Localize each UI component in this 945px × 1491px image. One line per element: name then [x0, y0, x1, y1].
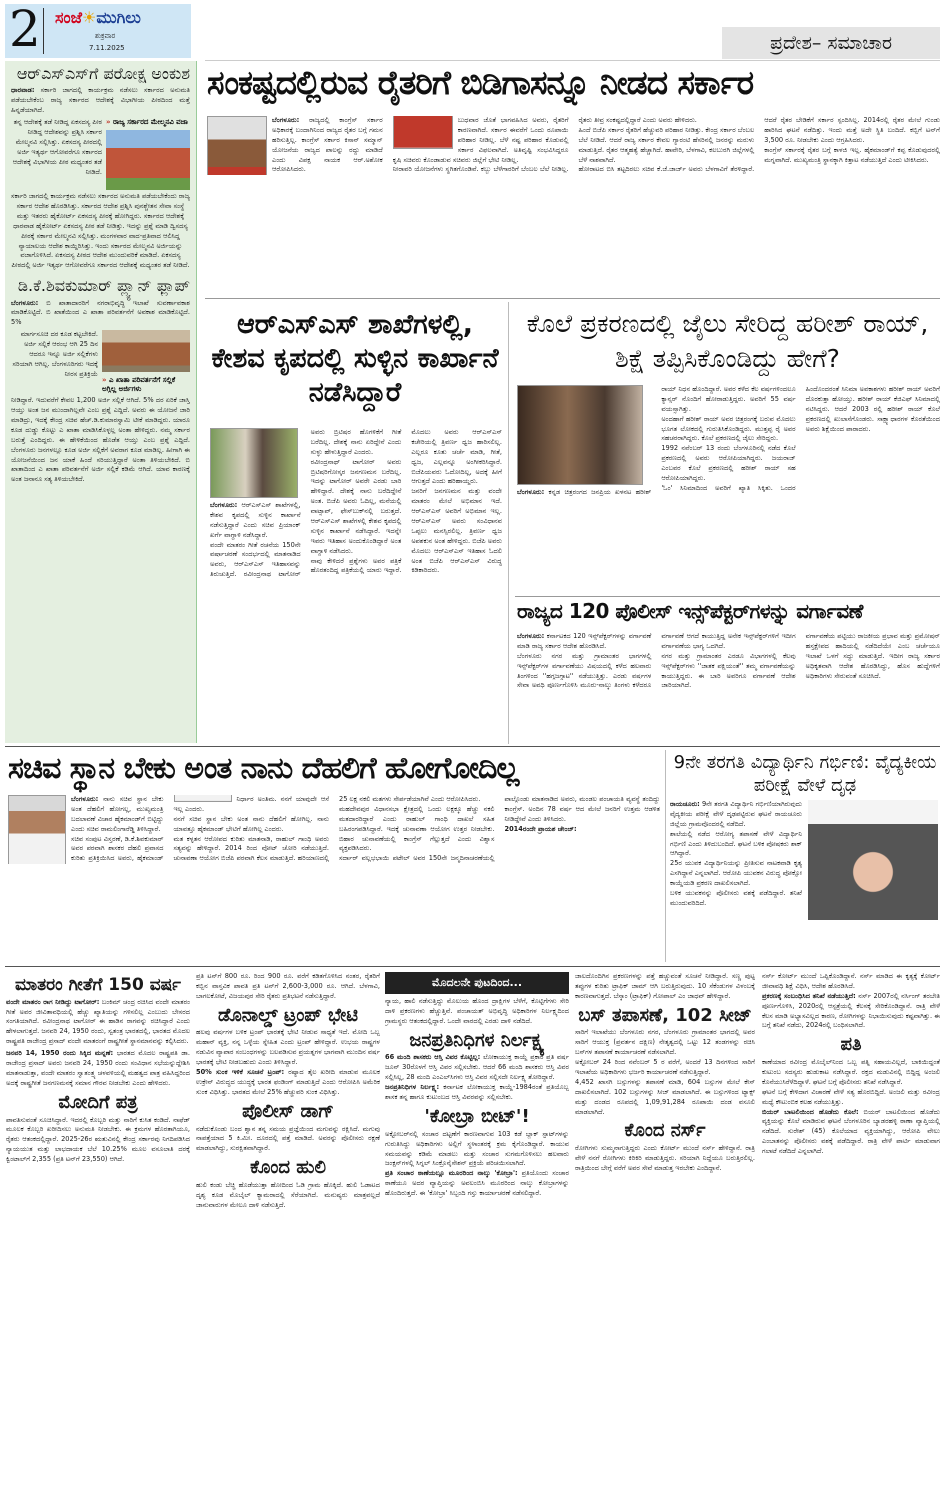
- dateline: ಬೆಂಗಳೂರು:: [517, 488, 545, 496]
- sidebar-story-dks: [5, 275, 196, 563]
- story-text: ರೋಗಿಗಳು ಸುಮ್ಮನಾಗುತ್ತಿದ್ದರು ಎಂದು ಕೋರ್ಟ್ ಮುಂದೆ ನರ್ಸ್ ಹೇಳಿದ್ದಾನೆ. ರಾತ್ರಿ ವೇಳೆ ನನಗೆ ರೋಗಿಗಳು ಕಿರಿಕಿರಿ ಮಾಡುತ್ತಿದ್ದರು. ಸರಿಯಾಗಿ ನಿದ್ದೆಯೂ ಬರುತ್ತಿರಲಿಲ್ಲ. ರಾತ್ರಿಯಿಂದ ಬೇಗ್ಗೆ ವರೆಗೆ ಅವರ ಸೇವೆ ಮಾಡುತ್ತ ಇರಬೇಕು ಎಂದಿದ್ದಾನೆ.: [575, 1144, 755, 1173]
- body-text: ರಷ್ಯಾದ ತೈಲ ಖರೀದಿ ಮಾಡುವ ಮೂಲಕ ಉಕ್ರೇನ್ ವಿರುದ್ಧದ ಯುದ್ಧಕ್ಕೆ ಭಾರತ ಫಂಡಿಂಗ್ ಮಾಡುತ್ತಿದೆ ಎಂದು ಆರೋಪಿಸಿ ಅಮೆರಿಕ ಸುಂಕ ವಿಧಿಸಿತ್ತು. ಭಾರತದ ಮೇಲೆ 25% ಹೆಚ್ಚುವರಿ ಸುಂಕ ವಿಧಿಸಿತ್ತು.: [196, 1068, 380, 1096]
- bottom-col-4: [575, 972, 755, 1488]
- speaker-photo: [210, 428, 298, 498]
- story-text: ಸರ್ಕಾರಿ ಜಾಗದಲ್ಲಿ ಕಾರ್ಯಕ್ರಮ ನಡೆಸಲು ಸರ್ಕಾರದ ಅನುಮತಿ ಪಡೆಯಬೇಕೆಂದು ರಾಜ್ಯ ಸರ್ಕಾರ ಆದೇಶ ಹೊರಡಿಸಿತ್ತು. ಸರ್ಕಾರದ ಆದೇಶ ಪ್ರಶ್ನಿಸಿ ಪುನಶ್ಚೇತನ ಸೇವಾ ಸಂಸ್ಥೆ ಮತ್ತು ಇತರರು ಹೈಕೋರ್ಟ್ ಏಕಸದಸ್ಯ ಪೀಠಕ್ಕೆ ಹೋಗಿದ್ದರು. ಸರ್ಕಾರದ ಆದೇಶಕ್ಕೆ ಧಾರವಾಡ ಹೈಕೋರ್ಟ್ ಏಕಸದಸ್ಯ ಪೀಠ ತಡೆ ನೀಡಿತ್ತು. ಇದನ್ನು ಪ್ರಶ್ನೆ ಮಾಡಿ ದ್ವಿಸದಸ್ಯ ಪೀಠಕ್ಕೆ ಸರ್ಕಾರ ಮೇಲ್ಮನವಿ ಸಲ್ಲಿಸಿತ್ತು. ಮಂಗಳವಾರ ವಾದ-ಪ್ರತಿವಾದ ಆಲಿಸಿದ್ದ ನ್ಯಾಯಾಲಯ ಆದೇಶ ಕಾಯ್ದಿರಿಸಿತ್ತು. ಇಂದು ಸರ್ಕಾರದ ಮೇಲ್ಮನವಿ ಅರ್ಜಿಯನ್ನು ವಜಾಗೊಳಿಸಿದೆ. ಏಕಸದಸ್ಯ ಪೀಠದ ಆದೇಶ ಮುಂದುವರಿಕೆ ಮಾಡಿದೆ. ಏಕಸದಸ್ಯ ಪೀಠದಲ್ಲಿ ಅರ್ಜಿ ಇತ್ಯರ್ಥ ಆಗೋವರೆಗೂ ಸರ್ಕಾರದ ಆದೇಶಕ್ಕೆ ಮಧ್ಯಂತರ ತಡೆ ನೀಡಿದೆ.: [11, 192, 190, 270]
- divider: [515, 596, 940, 597]
- lead-headline: ಸಂಕಷ್ಟದಲ್ಲಿರುವ ರೈತರಿಗೆ ಬಿಡಿಗಾಸನ್ನೂ ನೀಡದ ಸರ್ಕಾರ: [207, 63, 754, 102]
- bottom-col-3: [385, 972, 569, 1488]
- headline: ಮೋದಿಗೆ ಪತ್ರ: [58, 1091, 138, 1113]
- body-text: ಬಂಕಿಮ್ ಚಂದ್ರ ರಚಿಸಿದ ವಂದೇ ಮಾತರಂ ಗೀತೆ ಅವರ ಜೀವಿತಾವಧಿಯಲ್ಲಿ ಹೆಚ್ಚು ಖ್ಯಾತಿಯನ್ನು ಗಳಿಸಲಿಲ್ಲ ಎಂಬುದು ಬೇಸರದ ಸಂಗತಿಯಾಗಿದೆ. ರವೀಂದ್ರನಾಥ ಟಾಗೋರ್ ಈ ಹಾಡಿನ ರಾಗವನ್ನು ರಚಿಸಿದ್ದಾರೆ ಎಂದು ಹೇಳಲಾಗುತ್ತದೆ. ಜನವರಿ 24, 1950 ರಂದು, ಸ್ವತಂತ್ರ ಭಾರತದಲ್ಲಿ, ಭಾರತದ ಮೊದಲ ರಾಷ್ಟ್ರಪತಿ ರಾಜೇಂದ್ರ ಪ್ರಸಾದ್ ವಂದೇ ಮಾತರಂಗೆ ರಾಷ್ಟ್ರಗೀತೆ ಸ್ಥಾನಮಾನವನ್ನು ಕಲ್ಪಿಸಿದರು.: [6, 997, 190, 1046]
- student-headline: 9ನೇ ತರಗತಿ ವಿದ್ಯಾರ್ಥಿನಿ ಗರ್ಭಿಣಿ: ವೈದ್ಯಕೀಯ ಪರೀಕ್ಷೆ ವೇಳೆ ದೃಢ: [673, 752, 937, 796]
- sublabel: ಬಿಯರ್ ಬಾಟಲಿಯಿಂದ ಹೊಡೆದು ಕೊಲೆ:: [762, 1107, 859, 1116]
- story-text: [6, 1049, 190, 1089]
- body-text: 9ನೇ ತರಗತಿ ವಿದ್ಯಾರ್ಥಿನಿ ಗರ್ಭಿಣಿಯಾಗಿರುವುದು ವೈದ್ಯಕೀಯ ಪರೀಕ್ಷೆ ವೇಳೆ ದೃಢಪಟ್ಟಿರುವ ಘಟನೆ ರಾಯಚೂರು ಜಿಲ್ಲೆಯ ಗ್ರಾಮವೊಂದರಲ್ಲಿ ನಡೆದಿದೆ. ಶಾಲೆಯಲ್ಲಿ ನಡೆದ ಆರೋಗ್ಯ ತಪಾಸಣೆ ವೇಳೆ ವಿದ್ಯಾರ್ಥಿನಿ ಗರ್ಭಿಣಿ ಎಂದು ತಿಳಿದುಬಂದಿದೆ. ಘಟನೆ ಬಳಿಕ ಪೋಷಕರು ಶಾಕ್ ಆಗಿದ್ದಾರೆ. 25ರ ಯುವಕ ವಿದ್ಯಾರ್ಥಿನಿಯನ್ನು ಪ್ರೀತಿಸುವ ನಾಟಕವಾಡಿ ಕೃತ್ಯ ಎಸಗಿದ್ದಾನೆ ಎನ್ನಲಾಗಿದೆ. ಆರೋಪಿ ಯುವಕನ ವಿರುದ್ಧ ಪೋಕ್ಸೋ ಕಾಯ್ದೆಯಡಿ ಪ್ರಕರಣ ದಾಖಲಿಸಲಾಗಿದೆ. ಬಳಿಕ ಯುವಕನನ್ನು ಪೊಲೀಸರು ವಶಕ್ಕೆ ಪಡೆದಿದ್ದಾರೆ. ತನಿಖೆ ಮುಂದುವರಿದಿದೆ.: [670, 800, 802, 907]
- story-text: ಹಲವು ವರ್ಷಗಳ ಬಳಿಕ ಟ್ರಂಪ್ ಭಾರತಕ್ಕೆ ಭೇಟಿ ನೀಡುವ ಸಾಧ್ಯತೆ ಇದೆ. ಮೋದಿ ಒಬ್ಬ ಮಹಾನ್ ವ್ಯಕ್ತಿ, ನನ್ನ ಒಳ್ಳೆಯ ಸ್ನೇಹಿತ ಎಂದು ಟ್ರಂಪ್ ಹೇಳಿದ್ದಾರೆ. ಉಭಯ ರಾಷ್ಟ್ರಗಳ ನಡುವಿನ ವ್ಯಾಪಾರ ಸಂಬಂಧಗಳನ್ನು ಬಲಪಡಿಸುವ ಪ್ರಯತ್ನಗಳ ಭಾಗವಾಗಿ ಮುಂದಿನ ವರ್ಷ ಭಾರತಕ್ಕೆ ಭೇಟಿ ನೀಡಬಹುದು ಎಂದು ತಿಳಿಸಿದ್ದಾರೆ.: [196, 1028, 380, 1067]
- sublabel: ಜನಪ್ರತಿನಿಧಿಗಳ ನಿರ್ಲಕ್ಷ್ಯ:: [385, 1083, 440, 1092]
- student-story-body: [670, 800, 802, 962]
- story-text: [196, 1068, 380, 1098]
- dateline: ಬೆಂಗಳೂರು:: [210, 501, 238, 509]
- minister-story-body: [8, 795, 660, 961]
- continued-banner: ಮೊದಲನೇ ಪುಟದಿಂದ...: [385, 972, 569, 994]
- sublabel: 50% ಸುಂಕ ಇಳಿಕೆ ಸೂಚನೆ ಟ್ರಂಪ್:: [196, 1068, 285, 1077]
- sidebar-story-rss: [5, 61, 196, 275]
- issue-date: 7.11.2025: [89, 44, 125, 52]
- story-photo-row: [11, 330, 190, 394]
- headline: ಕೊಂದ ಹುಲಿ: [250, 1157, 326, 1179]
- story-text: ಸಾರಿಗೆ ಇಲಾಖೆಯು ಬೆಂಗಳೂರು ನಗರ, ಬೆಂಗಳೂರು ಗ್ರಾಮಾಂತರ ಭಾಗದಲ್ಲಿ ಅವರ ಸಾರಿಗೆ ಆಯುಕ್ತ (ಪ್ರವರ್ತನ ದಕ್ಷಿಣ) ನೇತೃತ್ವದಲ್ಲಿ ಒಟ್ಟು 12 ತಂಡಗಳನ್ನು ರಚಿಸಿ ಬಸ್‌ಗಳ ತಪಾಸಣೆ ಕಾರ್ಯಾಚರಣೆ ನಡೆಸಲಾಗಿದೆ. ಅಕ್ಟೋಬರ್ 24 ರಿಂದ ನವೆಂಬರ್ 5 ರ ವರೆಗೆ, ಅಂದರೆ 13 ದಿನಗಳಿಂದ ಸಾರಿಗೆ ಇಲಾಖೆಯ ಅಧಿಕಾರಿಗಳು ಭರ್ಜರಿ ಕಾರ್ಯಾಚರಣೆ ನಡೆಸುತ್ತಿದ್ದಾರೆ. 4,452 ಖಾಸಗಿ ಬಸ್ಸುಗಳನ್ನು ತಪಾಸಣೆ ಮಾಡಿ, 604 ಬಸ್ಸುಗಳ ಮೇಲೆ ಕೇಸ್ ದಾಖಲಿಸಲಾಗಿದೆ. 102 ಬಸ್ಸುಗಳನ್ನು ಸೀಜ್ ಮಾಡಲಾಗಿದೆ. ಈ ಬಸ್ಸುಗಳಿಂದ ಟ್ಯಾಕ್ಸ್ ಮತ್ತು ದಂಡದ ರೂಪದಲ್ಲಿ 1,09,91,284 ರೂಪಾಯಿ ದಂಡ ವಸೂಲಿ ಮಾಡಲಾಗಿದೆ.: [575, 1028, 755, 1116]
- story-text: [6, 998, 190, 1047]
- story-photo-row: [11, 118, 190, 190]
- rss-headline: ಆರ್‌ಎಸ್‌ಎಸ್ ಶಾಖೆಗಳಲ್ಲಿ, ಕೇಶವ ಕೃಪದಲ್ಲಿ ಸುಳ್ಳಿನ ಕಾರ್ಖಾನೆ ನಡೆಸಿದ್ದಾರೆ: [211, 309, 499, 408]
- harish-headline: ಕೊಲೆ ಪ್ರಕರಣದಲ್ಲಿ ಜೈಲು ಸೇರಿದ್ದ ಹರೀಶ್ ರಾಯ್, ಶಿಕ್ಷೆ ತಪ್ಪಿಸಿಕೊಂಡಿದ್ದು ಹೇಗೆ?: [526, 309, 929, 373]
- sidebar: [5, 61, 197, 743]
- paper-logo: [55, 8, 141, 28]
- police-headline: ರಾಜ್ಯದ 120 ಪೊಲೀಸ್ ಇನ್ಸ್‌ಪೆಕ್ಟರ್‌ಗಳನ್ನು ವರ್ಗಾವಣೆ: [517, 599, 863, 623]
- story-text: ಕಾಣೆಯಾದ ರವೀಂದ್ರ ಮೊಬೈಲ್‌ನಿಂದ ಒಬ್ಬ ಪತ್ನಿ ಸಹಾಯವಿಲ್ಲದೆ, ಬಾಕಿಯಿದ್ದಂತೆ ಕುಟುಂಬ ಸದಸ್ಯರು ಹುಡುಕಾಟ ನಡೆಸಿದ್ದಾರೆ. ರಕ್ತದ ಮಡುವಿನಲ್ಲಿ ಬಿದ್ದಿದ್ದ ಅಂಜಲಿ ಕೊನೆಯುಸಿರೆಳೆದಿದ್ದಾಳೆ. ಘಟನೆ ಬಗ್ಗೆ ಪೊಲೀಸರು ತನಿಖೆ ನಡೆಸಿದ್ದಾರೆ. ಘಟನೆ ಬಗ್ಗೆ ಕೇಳಿದಾಗ ವಿಚಾರಣೆ ವೇಳೆ ಸತ್ಯ ಹೊರಬಿದ್ದಿದೆ. ಅಂಜಲಿ ಮತ್ತು ರವೀಂದ್ರ ಮಧ್ಯೆ ಕೌಟುಂಬಿಕ ಕಲಹ ನಡೆಯುತ್ತಿತ್ತು.: [762, 1058, 940, 1106]
- dateline: ಧಾರವಾಡ:: [11, 86, 35, 95]
- headline: ಡಿ.ಕೆ.ಶಿವಕುಮಾರ್ ಪ್ಲ್ಯಾನ್ ಫ್ಲಾಪ್: [17, 276, 190, 296]
- story-text: ನ್ಯಾಯ, ಹಾಲಿ ನಡೆಸುತ್ತಿದ್ದು ಮೊಲುಯ ಹೊಂದ ದ್ರಾಕ್ಷಿಗಳ ಬೆಳೆಗೆ, ಕೊಟ್ಟಿಗೆಗಳು ಸೇರಿ ದಾಳಿ ಪ್ರಕರಣಗಳು ಹೆಚ್ಚುತ್ತಿವೆ. ಪಂಚಾಯತ್ ಅಭಿವೃದ್ಧಿ ಅಧಿಕಾರಿಗಳ ನಿರ್ಲಕ್ಷ್ಯದಿಂದ ಗ್ರಾಮಸ್ಥರು ಆತಂಕದಲ್ಲಿದ್ದಾರೆ. ಒಂದೇ ವಾರದಲ್ಲಿ ಎರಡು ದಾಳಿ ನಡೆದಿದೆ.: [385, 997, 569, 1025]
- photo-box: [106, 118, 190, 190]
- story-text: ಹುಲಿ ಕಂಡು ಬೆಚ್ಚಿ ಹೊಡೆಯುತ್ತಾ ಹೋದಿಂದ ಓಡಿ ಗ್ರಾಮ ಹೊಕ್ಕಿದೆ. ಹುಲಿ ಓಡಾಟದ ದೃಶ್ಯ ಕೂಡ ಮೊಬೈಲ್ ಕ್ಯಾಮರಾದಲ್ಲಿ ಸೆರೆಯಾಗಿದೆ. ಮನುಷ್ಯರು ಮಾತ್ರವಲ್ಲದೆ ಜಾನುವಾರುಗಳ ಮೇಲೂ ದಾಳಿ ನಡೆಸುತ್ತಿದೆ.: [196, 1180, 380, 1209]
- dateline: ರಾಯಚೂರು:: [670, 800, 700, 808]
- body-text: ಆರ್‌ಎಸ್‌ಎಸ್ ಶಾಖೆಗಳಲ್ಲಿ, ಕೇಶವ ಕೃಪದಲ್ಲಿ ಸುಳ್ಳಿನ ಕಾರ್ಖಾನೆ ನಡೆಸುತ್ತಿದ್ದಾರೆ ಎಂದು ಸಚಿವ ಪ್ರಿಯಾಂಕ್ ಖರ್ಗೆ ವಾಗ್ದಾಳಿ ನಡೆಸಿದ್ದಾರೆ. ವಂದೇ ಮಾತರಂ ಗೀತೆ ರಚನೆಯ 150ನೇ ವರ್ಷಾಚರಣೆ ಸಂದರ್ಭದಲ್ಲಿ ಮಾತನಾಡಿದ ಅವರು, ಆರ್‌ಎಸ್‌ಎಸ್ ಇತಿಹಾಸವನ್ನು ತಿರುಚುತ್ತಿದೆ. ರವೀಂದ್ರನಾಥ ಟಾಗೋರ್ ಅವರು ಬ್ರಿಟಿಷರ ಹೊಗಳಿಕೆಗೆ ಗೀತೆ ಬರೆದಿಲ್ಲ. ದೇಶಕ್ಕೆ ನಾನು ಏರಿದ್ದೇನೆ ಎಂದು ಸುಳ್ಳು ಹೇಳುತ್ತಿದ್ದಾರೆ ಎಂದರು. ರವೀಂದ್ರನಾಥ್ ಟಾಗೋರ್ ಅವರು ಬ್ರಿಟಿಷರಿಗೋಸ್ಕರ ಜನಗಣಮನ ಬರೆದಿಲ್ಲ. ಇದನ್ನು ಟಾಗೋರ್ ಅವರೇ ಎರಡು ಬಾರಿ ಹೇಳಿದ್ದಾರೆ. ದೇಶಕ್ಕೆ ನಾನು ಬರೆದಿದ್ದೇನೆ ಅಂತ. ಬಿಜೆಪಿ ಅವರು ಓದಿಲ್ಲ, ಮನೆಯಲ್ಲಿ ವಾಟ್ಸಾಪ್, ಫೇಸ್‌ಬುಕ್‌ನಲ್ಲಿ ಬರುತ್ತದೆ. ಆರ್‌ಎಸ್‌ಎಸ್ ಶಾಖೆಗಳಲ್ಲಿ ಕೇಶವ ಕೃಪದಲ್ಲಿ ಸುಳ್ಳಿನ ಕಾರ್ಖಾನೆ ನಡೆಸಿದ್ದಾರೆ. ಇದನ್ನೇ ಇವರು ಇತಿಹಾಸ ಅಂದುಕೊಂಡಿದ್ದಾರೆ ಅಂತ ವಾಗ್ದಾಳಿ ನಡೆಸಿದರು. ನಾವು ಕೇಳಿದರೆ ಪ್ರಶ್ನೆಗಳು ಅವರ ಪತ್ರಿಕೆ ಹೊರತಂದಿದ್ದ ಪತ್ರಿಕೆಯಲ್ಲಿ ಯಾರು ಇದ್ದಾರೆ. ಮೊದಲು ಅವರು ಆರ್‌ಎಸ್‌ಎಸ್ ಕಚೇರಿಯಲ್ಲಿ ತ್ರಿವರ್ಣ ಧ್ವಜ ಹಾರಿಸಲಿಲ್ಲ. ಎಲ್ಲರೂ ಕೂತು ಚರ್ಚೆ ಮಾಡಿ, ಗೀತೆ, ಧ್ವಜ, ಎಲ್ಲವನ್ನೂ ಅಂಗೀಕರಿಸಿದ್ದಾರೆ. ಬಿಜೆಪಿಯವರು ಓದೋದಿಲ್ಲ, ಅದಕ್ಕೆ ಹೀಗೆ ಆಗುತ್ತದೆ ಎಂದು ಹರಿಹಾಯ್ದರು. ಜನರಿಗೆ ಜನಗಣಮನ ಮತ್ತು ವಂದೇ ಮಾತರಂ ಮೇಲೆ ಅಭಿಮಾನ ಇದೆ. ಆರ್‌ಎಸ್‌ಎಸ್ ಅವರಿಗೆ ಅಭಿಮಾನ ಇಲ್ಲ. ಆರ್‌ಎಸ್‌ಎಸ್ ಅವರು ಸಂವಿಧಾನವ ಒಪ್ಪಲು ಮನಸ್ಸಿರಲಿಲ್ಲ. ತ್ರಿವರ್ಣ ಧ್ವಜ ಅಪಶಕುನ ಅಂತ ಹೇಳಿದ್ದರು. ಬಿಜೆಪಿ ಅವರು ಮೊದಲು ಆರ್‌ಎಸ್‌ಎಸ್ ಇತಿಹಾಸ ಓದಲಿ ಅಂತ ಬಿಜೆಪಿ ಆರ್‌ಎಸ್‌ಎಸ್ ವಿರುದ್ಧ ಕಿಡಿಕಾರಿದರು.: [210, 428, 502, 579]
- divider: [5, 746, 940, 747]
- divider: [665, 750, 666, 962]
- story-text: ಪ್ರತಿ ಟನ್‌ಗೆ 800 ರೂ. ರಿಂದ 900 ರೂ. ವರೆಗೆ ಕಡಿತಗೊಳಿಸಿದ ನಂತರ, ರೈತರಿಗೆ ಕಬ್ಬಿನ ವಾಸ್ತವಿಕ ಪಾವತಿ ಪ್ರತಿ ಟನ್‌ಗೆ 2,600-3,000 ರೂ. ಆಗಿದೆ. ಬೆಳಗಾವಿ, ಬಾಗಲಕೋಟೆ, ವಿಜಯಪುರ ಸೇರಿ ರೈತರು ಪ್ರತಿಭಟನೆ ನಡೆಸುತ್ತಿದ್ದಾರೆ.: [196, 972, 380, 1000]
- high-court-photo: [106, 130, 190, 190]
- masthead: [5, 0, 191, 58]
- story-lead: [11, 299, 190, 329]
- story-text: ಅಕ್ಟೋಬರ್‌ನಲ್ಲಿ ಸಂಚಾರ ದಟ್ಟಣೆಗೆ ಕಾರಣವಾಗುವ 103 ಕಡೆ ಬ್ಲಾಕ್ ಸ್ಪಾಟ್‌ಗಳನ್ನು ಗುರುತಿಸಿದ್ದು ಅಧಿಕಾರಿಗಳು ಅಲ್ಲಿಗೆ ಸ್ಥಳಾಂತರಕ್ಕೆ ಕ್ರಮ ಕೈಗೊಂಡಿದ್ದಾರೆ. ಕಾಯುವ ಸಮಯವನ್ನು ಕಡಿಮೆ ಮಾಡಲು ಮತ್ತು ಸಂಚಾರ ಸುಗಮಗೊಳಿಸಲು ಹಲವಾರು ಜಂಕ್ಷನ್‌ಗಳಲ್ಲಿ ಸಿಗ್ನಲ್ ಸಿಂಕ್ರೊನೈಸೇಶನ್ ಪ್ರಕ್ರಿಯೆ ಪರಿಚಯಿಸಲಾಗಿದೆ.: [385, 1129, 569, 1168]
- story-text: [385, 1053, 569, 1083]
- headline: ಪೊಲೀಸ್ ಡಾಗ್: [242, 1100, 334, 1122]
- story-text: ನೀಡಿದ್ದಾರೆ. ಇದುವರೆಗೆ ಕೇವಲ 1,200 ಅರ್ಜಿ ಸಲ್ಲಿಕೆ ಆಗಿದೆ. 5% ದರ ಏರಿಕೆ ಜಾಸ್ತಿ ಆಯ್ತು ಅಂತ ಜನ ಮುಂದಾಗಿಲ್ಲವೇ ಎಂಬ ಪ್ರಶ್ನೆ ಎದ್ದಿದೆ. ಅವರು ಈ ಯೋಜನೆ ಜಾರಿ ಮಾಡಿದ್ರು, ಇದಕ್ಕೆ ಕೇಂದ್ರ ಸಚಿವ ಹೆಚ್.ಡಿ.ಕುಮಾರಸ್ವಾಮಿ ಟೀಕೆ ಮಾಡಿದ್ದರು. ಯಾರೂ ಕೂಡ ದುಡ್ಡು ಕೊಟ್ಟು ಎ ಖಾತಾ ಮಾಡಿಸಿಕೊಳ್ಳಲ್ಲ ಅಂತಾ ಹೇಳಿದ್ದರು. ನಮ್ಮ ಸರ್ಕಾರ ಬರುತ್ತೆ ಎಂದಿದ್ದರು. ಈ ಹೇಳಿಕೆಯಿಂದ ಹೊಡೆತ ಆಯ್ತು ಎಂಬ ಪ್ರಶ್ನೆ ಎದ್ದಿದೆ. ಬೆಂಗಳೂರು ಜನಗಳಲ್ಲೂ ಕೂಡ ಅರ್ಜಿ ಸಲ್ಲಿಕೆಗೆ ಅವರಾಗ ಕೂಡ ಮಾಡಿಲ್ಲ. ಹೀಗಾಗಿ ಈ ಯೋಜನೆಯಿಂದ ಜನ ಯಾಕೆ ಹಿಂದೆ ಸರಿಯುತ್ತಿದ್ದಾರೆ ಅಂತಾ ತಿಳಿಯಬೇಕಿದೆ. ಬಿ ಖಾತಾದಿಂದ ಎ ಖಾತಾ ಪರಿವರ್ತನೆಗೆ ಅರ್ಜಿ ಸಲ್ಲಿಕೆ ಕಡಿಮೆ ಆಗಿದೆ. ಯಾವ ಕಾರಣಕ್ಕೆ ಅಂತ ಜನಾನೂ ಸತ್ಯ ತಿಳಿಯಬೇಕಿದೆ.: [11, 396, 190, 484]
- issue-day: ಶುಕ್ರವಾರ: [95, 32, 116, 40]
- body-text: ಕರ್ನಾಟಕ ಲೋಕಾಯುಕ್ತ ಕಾಯ್ದೆ-1984ರಂತೆ ಪ್ರತಿಯೊಬ್ಬ ಶಾಸಕ ತನ್ನ ಹಾಗೂ ಕುಟುಂಬದ ಆಸ್ತಿ ವಿವರವನ್ನು ಸಲ್ಲಿಸಬೇಕು.: [385, 1083, 569, 1102]
- sublabel: ವಂದೇ ಮಾತರಂ ರಾಗ ನೀಡಿದ್ದು ಟಾಗೋರ್:: [6, 997, 100, 1006]
- subhead-label: 2014ರಂದೇ ಪ್ರಾಯಶ ಚೇಂಜ್:: [504, 824, 577, 833]
- houses-photo: [102, 330, 190, 372]
- divider: [205, 298, 940, 299]
- body-text: ಭಾರತದ ಮೊದಲ ರಾಷ್ಟ್ರಪತಿ ಡಾ. ರಾಜೇಂದ್ರ ಪ್ರಸಾದ್ ಅವರು ಜನವರಿ 24, 1950 ರಂದು ಸಂವಿಧಾನ ಸಭೆಯನ್ನುದ್ದೇಶಿಸಿ ಮಾತನಾಡುತ್ತಾ, ವಂದೇ ಮಾತರಂ ಸ್ವಾತಂತ್ರ್ಯ ಚಳವಳಿಯಲ್ಲಿ ಮಹತ್ವದ ಪಾತ್ರ ವಹಿಸಿದ್ದರಿಂದ ಅದಕ್ಕೆ ರಾಷ್ಟ್ರಗೀತೆ ಜನಗಣಮನಕ್ಕೆ ಸಮಾನ ಗೌರವ ನೀಡಬೇಕು ಎಂದು ಹೇಳಿದರು.: [6, 1049, 190, 1087]
- logo-part-2: ಮುಗಿಲು: [96, 8, 141, 27]
- dateline: ಬೆಂಗಳೂರು:: [11, 298, 39, 307]
- story-text: ಜಾಲದೊಂದಿಗಿನ ಪ್ರಕರಣಗಳನ್ನು ಪತ್ತೆ ಹಚ್ಚುವಂತೆ ಸೂಚನೆ ನೀಡಿದ್ದಾರೆ. ಸಣ್ಣ ಪುಟ್ಟ ತಪ್ಪುಗಳ ಕುರಿತು ಟ್ರಾಫಿಕ್ ಜಾಮ್ ಆಗಿ ಬರುತ್ತಿರುವುದು. 10 ಸೆಕೆಂಡುಗಳ ವಿಳಂಬಕ್ಕೆ ಕಾರಣವಾಗುತ್ತದೆ. ಬೆಸ್ಕಾಂ (ಟ್ರಾಫಿಕ್) ಗೋಪಾಲ್ ಎಂ ಜಾಧವ್ ಹೇಳಿದ್ದಾರೆ.: [575, 972, 755, 1000]
- lead-text: ಬಿ ಖಾತಾದಾರರಿಗೆ ನಗರಾಭಿವೃದ್ಧಿ ಇಲಾಖೆ ಸುವರ್ಣಾವಕಾಶ ಮಾಡಿಕೊಟ್ಟಿದೆ. ಬಿ ಖಾತೆಯಿಂದ ಎ ಖಾತಾ ಪರಿವರ್ತನೆಗೆ ಅವಕಾಶ ಮಾಡಿಕೊಟ್ಟಿದೆ. 5%: [11, 298, 190, 327]
- story-text: ಪಾವತಿಸುವಂತೆ ಸೂಚಿಸಿದ್ದಾರೆ. ಇದರಲ್ಲಿ ಕೊಬ್ಬರಿ ಮತ್ತು ನಾರಿಗೆ ಕುಸಿತ ಕಂಡಿದೆ. ನಾಫೆಡ್ ಮೂಲಕ ಕೊಬ್ಬರಿ ಖರೀದಿಸಲು ಅನುಮತಿ ನೀಡಬೇಕು. ಈ ಕ್ರಮಗಳ ಹೊರತಾಗಿಯೂ, ರೈತರು ಆತಂಕದಲ್ಲಿದ್ದಾರೆ. 2025-26ರ ಋತುವಿನಲ್ಲಿ ಕೇಂದ್ರ ಸರ್ಕಾರವು ನಿಗದಿಪಡಿಸಿದ ನ್ಯಾಯಯುತ ಮತ್ತು ಲಾಭದಾಯಕ ಬೆಲೆ 10.25% ಮೂಲ ವಸೂಲಾತಿ ದರಕ್ಕೆ ಕ್ವಿಂಟಾಲ್‌ಗೆ 2,355 (ಪ್ರತಿ ಟನ್‌ಗೆ 23,550) ಆಗಿದೆ.: [6, 1115, 190, 1164]
- story-text: [385, 1083, 569, 1103]
- palm-tree-icon: ☀: [81, 8, 97, 27]
- sublabel: ಜನವರಿ 14, 1950 ರಂದು ಸಿಕ್ಕಿದ ಮನ್ನಣೆ:: [6, 1049, 114, 1058]
- headline: ಜನಪ್ರತಿನಿಧಿಗಳ ನಿರ್ಲಕ್ಷ್ಯ: [409, 1029, 545, 1051]
- headline: ಮಾತರಂ ಗೀತೆಗೆ 150 ವರ್ಷ: [15, 975, 181, 995]
- masthead-divider: [43, 8, 44, 54]
- story-text: [385, 1169, 569, 1199]
- body-text: ನಾನು ಸಚಿವ ಸ್ಥಾನ ಬೇಕು ಅಂತ ದೆಹಲಿಗೆ ಹೋಗಲ್ಲ, ಮುಖ್ಯಮಂತ್ರಿ ಬದಲಾವಣೆ ವಿಚಾರ ಹೈಕಮಾಂಡ್‌ಗೆ ಬಿಟ್ಟಿದ್ದು ಎಂದು ಸಚಿವ ರಾಮಲಿಂಗಾರೆಡ್ಡಿ ತಿಳಿಸಿದ್ದಾರೆ. ಸಚಿವ ಸಂಪುಟ ವಿಸ್ತರಣೆ, ಡಿ.ಕೆ.ಶಿವಕುಮಾರ್ ಅವರ ಪರವಾಗಿ ಶಾಸಕರ ದೆಹಲಿ ಪ್ರವಾಸದ ಕುರಿತು ಪ್ರತಿಕ್ರಿಯಿಸಿದ ಅವರು, ಹೈಕಮಾಂಡ್ ನಿರ್ಧಾರ ಅಂತಿಮ. ನನಗೆ ಯಾವುದೇ ಆಸೆ ಇಲ್ಲ ಎಂದರು. ನನಗೆ ಸಚಿವ ಸ್ಥಾನ ಬೇಕು ಅಂತ ನಾನು ದೆಹಲಿಗೆ ಹೋಗಿಲ್ಲ. ನಾನು ಯಾವತ್ತೂ ಹೈಕಮಾಂಡ್ ಭೇಟಿಗೆ ಹೋಗಿಲ್ಲ ಎಂದರು. ಮತ ಕಳ್ಳತನ ಆರೋಪದ ಕುರಿತು ಮಾತನಾಡಿ, ರಾಹುಲ್ ಗಾಂಧಿ ಅವರು ಸತ್ಯವನ್ನು ಹೇಳಿದ್ದಾರೆ. 2014 ರಿಂದ ವೋಟ್ ಚೋರಿ ನಡೆಯುತ್ತಿದೆ. ಚುನಾವಣಾ ಆಯೋಗ ಬಿಜೆಪಿ ಪರವಾಗಿ ಕೆಲಸ ಮಾಡುತ್ತಿದೆ. ಹರಿಯಾಣದಲ್ಲಿ 25 ಲಕ್ಷ ನಕಲಿ ಮತಗಳು ಸೇರ್ಪಡೆಯಾಗಿವೆ ಎಂದು ಆರೋಪಿಸಿದರು. ಮಹದೇವಪುರ ವಿಧಾನಸಭಾ ಕ್ಷೇತ್ರದಲ್ಲಿ ಒಂದು ಲಕ್ಷಕ್ಕೂ ಹೆಚ್ಚು ನಕಲಿ ಮತದಾರರಿದ್ದಾರೆ ಎಂದು ರಾಹುಲ್ ಗಾಂಧಿ ದಾಖಲೆ ಸಹಿತ ಬಹಿರಂಗಪಡಿಸಿದ್ದಾರೆ. ಇದಕ್ಕೆ ಚುನಾವಣಾ ಆಯೋಗ ಉತ್ತರ ನೀಡಬೇಕು. ಬಿಹಾರ ಚುನಾವಣೆಯಲ್ಲಿ ಕಾಂಗ್ರೆಸ್ ಗೆಲ್ಲುತ್ತದೆ ಎಂದು ವಿಶ್ವಾಸ ವ್ಯಕ್ತಪಡಿಸಿದರು. ಸರ್ದಾರ್ ವಲ್ಲಭಭಾಯಿ ಪಟೇಲ್ ಅವರ 150ನೇ ಜನ್ಮದಿನಾಚರಣೆಯಲ್ಲಿ ಪಾಲ್ಗೊಂಡು ಮಾತನಾಡಿದ ಅವರು, ಮಂಡಲ ಪಂಚಾಯತಿ ವ್ಯವಸ್ಥೆ ತಂದಿದ್ದು ಕಾಂಗ್ರೆಸ್. ಅಂದಿನ 78 ವರ್ಷ ಆದ ಮೇಲೆ ಜನರಿಗೆ ಉತ್ತಮ ಆಡಳಿತ ನೀಡಿದ್ದೇವೆ ಎಂದು ತಿಳಿಸಿದರು.: [71, 795, 660, 863]
- body-text: ಪ್ರತಿಯೊಂದು ಸಂಚಾರ ಠಾಣೆಯೂ ಅದರ ವ್ಯಾಪ್ತಿಯನ್ನು ಅವಲಂಬಿಸಿ ಮೂರರಿಂದ ನಾಲ್ಕು ಕೋಬ್ರಾಗಳನ್ನು ಹೊಂದಿರುತ್ತದೆ. ಈ 'ಕೋಬ್ರಾ' ಸಿಬ್ಬಂದಿ ಗಸ್ತು ಕಾರ್ಯಾಚರಣೆ ನಡೆಸಲಿದ್ದಾರೆ.: [385, 1169, 569, 1198]
- body-text: ಕನ್ನಡ ಚಿತ್ರರಂಗದ ಜನಪ್ರಿಯ ಖಳನಟ ಹರೀಶ್ ರಾಯ್ ನಿಧನ ಹೊಂದಿದ್ದಾರೆ. ಅವರ ಕಳೆದ ಕೆಲ ವರ್ಷಗಳಿಂದಲೂ ಕ್ಯಾನ್ಸರ್ ನೊಂದಿಗೆ ಹೋರಾಡುತ್ತಿದ್ದರು. ಅವರಿಗೆ 55 ವರ್ಷ ವಯಸ್ಸಾಗಿತ್ತು. ಅಂದಹಾಗೆ ಹರೀಶ್ ರಾಯ್ ಅವರ ಚಿತ್ರರಂಗಕ್ಕೆ ಬರುವ ಮೊದಲು ಭೂಗತ ಲೋಕದಲ್ಲಿ ಗುರುತಿಸಿಕೊಂಡಿದ್ದರು. ಮುತ್ತಪ್ಪ ರೈ ಅವರ ಸಹಚರರಾಗಿದ್ದರು. ಕೊಲೆ ಪ್ರಕರಣದಲ್ಲಿ ಜೈಲು ಸೇರಿದ್ದರು. 1992 ನವೆಂಬರ್ 13 ರಂದು ಬೆಂಗಳೂರಿನಲ್ಲಿ ನಡೆದ ಕೊಲೆ ಪ್ರಕರಣದಲ್ಲಿ ಅವರು ಆರೋಪಿಯಾಗಿದ್ದರು. ಜಯರಾಜ್ ಎಂಬವರ ಕೊಲೆ ಪ್ರಕರಣದಲ್ಲಿ ಹರೀಶ್ ರಾಯ್ ಸಹ ಆರೋಪಿಯಾಗಿದ್ದರು. 'ಓಂ' ಸಿನಿಮಾದಿಂದ ಅವರಿಗೆ ಖ್ಯಾತಿ ಸಿಕ್ಕಿತು. ಒಂದರ ಹಿಂದೊಂದರಂತೆ ಸಿನಿಮಾ ಅವಕಾಶಗಳು ಹರೀಶ್ ರಾಯ್ ಅವರಿಗೆ ದೊರಕುತ್ತಾ ಹೋಯ್ತು. ಹರೀಶ್ ರಾಯ್ ಕೆಜಿಎಫ್ ಸಿನಿಮಾದಲ್ಲಿ ನಟಿಸಿದ್ದರು. ಆದರೆ 2003 ರಲ್ಲಿ ಹರೀಶ್ ರಾಯ್ ಕೊಲೆ ಪ್ರಕರಣದಲ್ಲಿ ಖುಲಾಸೆಗೊಂಡರು. ಸಾಕ್ಷ್ಯಾಧಾರಗಳ ಕೊರತೆಯಿಂದ ಅವರು ಶಿಕ್ಷೆಯಿಂದ ಪಾರಾದರು.: [548, 385, 940, 496]
- harish-story-body: [517, 385, 940, 593]
- story-text: [762, 1108, 940, 1157]
- divider: [5, 966, 940, 967]
- headline: ಪತಿ: [840, 1034, 862, 1056]
- bottom-col-2: [196, 972, 380, 1488]
- bottom-col-1: [6, 972, 190, 1488]
- headline: ಆರ್‌ಎಸ್‌ಎಸ್‌ಗೆ ಪರೋಕ್ಷ ಅಂಕುಶ: [16, 64, 190, 83]
- story-lead: [11, 86, 190, 116]
- body-text: ಬಿಯರ್ ಬಾಟಲಿಯಿಂದ ಹೊಡೆದು ವ್ಯಕ್ತಿಯನ್ನು ಕೊಲೆ ಮಾಡಿರುವ ಘಟನೆ ಬೆಂಗಳೂರಿನ ಬ್ಯಾಡರಹಳ್ಳಿ ಠಾಣಾ ವ್ಯಾಪ್ತಿಯಲ್ಲಿ ನಡೆದಿದೆ. ಸುರೇಶ್ (45) ಕೊಲೆಯಾದ ವ್ಯಕ್ತಿಯಾಗಿದ್ದು, ಆರೋಪಿ ವೇಲು ಎಂಬಾತನನ್ನು ಪೊಲೀಸರು ವಶಕ್ಕೆ ಪಡೆದಿದ್ದಾರೆ. ರಾತ್ರಿ ವೇಳೆ ಪಾರ್ಟಿ ಮಾಡುವಾಗ ಗಲಾಟೆ ನಡೆದಿದೆ ಎನ್ನಲಾಗಿದೆ.: [762, 1107, 940, 1156]
- sublabel: ಪ್ರಕರಣಕ್ಕೆ ಸಂಬಂಧಿಸಿದ ತನಿಖೆ ನಡೆಯುತ್ತಿದೆ:: [762, 991, 856, 1000]
- body-text: ನರ್ಸ್ 2007ರಲ್ಲಿ ನರ್ಸಿಂಗ್ ತರಬೇತಿ ಪೂರ್ಣಗೊಳಿಸಿ, 2020ರಲ್ಲಿ ಆಸ್ಪತ್ರೆಯಲ್ಲಿ ಕೆಲಸಕ್ಕೆ ಸೇರಿಕೊಂಡಿದ್ದಾನೆ. ರಾತ್ರಿ ವೇಳೆ ಕೆಲಸ ಮಾಡಿ ಅಭ್ಯಾಸವಿಲ್ಲದ ಕಾರಣ, ರೋಗಿಗಳನ್ನು ನಿಭಾಯಿಸುವುದು ಕಷ್ಟವಾಗಿತ್ತು. ಈ ಬಗ್ಗೆ ತನಿಖೆ ನಡೆದು, 2024ರಲ್ಲಿ ಬಂಧಿಸಲಾಗಿದೆ.: [762, 991, 940, 1030]
- photo-box: [102, 330, 190, 394]
- rss-story-body: [210, 428, 502, 742]
- story-text: ತನ್ನ ಆದೇಶಕ್ಕೆ ತಡೆ ನೀಡಿದ್ದ ಏಕಸದಸ್ಯ ಪೀಠ ನೀಡಿದ್ದ ಆದೇಶವನ್ನು ಪ್ರಶ್ನಿಸಿ ಸರ್ಕಾರ ಮೇಲ್ಮನವಿ ಸಲ್ಲಿಸಿತ್ತು. ಏಕಸದಸ್ಯ ಪೀಠದಲ್ಲಿ ಅರ್ಜಿ ಇತ್ಯರ್ಥ ಆಗೋವರೆಗೂ ಸರ್ಕಾರದ ಆದೇಶಕ್ಕೆ ವಿಭಾಗೀಯ ಪೀಠ ಮಧ್ಯಂತರ ತಡೆ ನೀಡಿದೆ.: [12, 118, 102, 176]
- lead-text: ಸರ್ಕಾರಿ ಜಾಗದಲ್ಲಿ ಕಾರ್ಯಕ್ರಮ ನಡೆಸಲು ಸರ್ಕಾರದ ಅನುಮತಿ ಪಡೆಯಬೇಕೆಂಬ ರಾಜ್ಯ ಸರ್ಕಾರದ ಆದೇಶಕ್ಕೆ ವಿಭಾಗೀಯ ಪೀಠದಿಂದ ಮತ್ತೆ ಹಿನ್ನಡೆಯಾಗಿದೆ.: [11, 86, 190, 115]
- dateline: ಬೆಂಗಳೂರು:: [272, 116, 300, 124]
- headline: ಕೊಂದ ನರ್ಸ್: [624, 1120, 706, 1142]
- headline: ಬಸ್ ತಪಾಸಣೆ, 102 ಸೀಜ್: [578, 1004, 752, 1026]
- lead-story-body: [207, 116, 940, 294]
- body-text: ಕರ್ನಾಟಕದ 120 ಇನ್ಸ್‌ಪೆಕ್ಟರ್‌ಗಳನ್ನು ವರ್ಗಾವಣೆ ಮಾಡಿ ರಾಜ್ಯ ಸರ್ಕಾರ ಆದೇಶ ಹೊರಡಿಸಿದೆ. ಬೆಂಗಳೂರು ನಗರ ಮತ್ತು ಗ್ರಾಮಾಂತರ ಭಾಗಗಳಲ್ಲಿ ಇನ್ಸ್‌ಪೆಕ್ಟರ್‌ಗಳ ವರ್ಗಾವಣೆಯು ವಿಷಯದಲ್ಲಿ ಕಳೆದ ಹಲವಾರು ತಿಂಗಳಿಂದ ''ಹಗ್ಗಜಗ್ಗಾಟ'' ನಡೆಯುತ್ತಿತ್ತು. ಎರಡು ವರ್ಷಗಳ ಸೇವಾ ಅವಧಿ ಪೂರ್ಣಗೊಳಿಸಿ ಮೂರು-ನಾಲ್ಕು ತಿಂಗಳು ಕಳೆದರೂ ವರ್ಗಾವಣೆ ಆಗದೆ ಕಾಯುತ್ತಿದ್ದ ಅನೇಕ ಇನ್ಸ್‌ಪೆಕ್ಟರ್‌ಗಳಿಗೆ ಇದೀಗ ವರ್ಗಾವಣೆಯ ಭಾಗ್ಯ ಒದಗಿದೆ. ನಗರ ಮತ್ತು ಗ್ರಾಮಾಂತರ ಎರಡೂ ವಿಭಾಗಗಳಲ್ಲಿ ಕೆಲವು ಇನ್ಸ್‌ಪೆಕ್ಟರ್‌ಗಳು ''ಜಾತಕ ಪಕ್ಷಿಯಂತೆ'' ತಮ್ಮ ವರ್ಗಾವಣೆಯನ್ನು ಕಾಯುತ್ತಿದ್ದರು. ಈ ಬಾರಿ ಅವರಿಗೂ ವರ್ಗಾವಣೆ ಆದೇಶ ಜಾರಿಯಾಗಿದೆ. ವರ್ಗಾವಣೆಯ ಪಟ್ಟಿಯು ರಾಜಕೀಯ ಪ್ರಭಾವ ಮತ್ತು ಪ್ರಮೋಷನ್ ಹಸ್ತಕ್ಷೇಪದ ಹಾದಿಯಲ್ಲಿ ನಡೆದಿದೆಯೇ ಎಂಬ ಚರ್ಚೆಯೂ ಇಲಾಖೆ ಒಳಗೆ ಸದ್ದು ಮಾಡುತ್ತಿದೆ. ಇದೀಗ ರಾಜ್ಯ ಸರ್ಕಾರ ಅಧಿಕೃತವಾಗಿ ಆದೇಶ ಹೊರಡಿಸಿದ್ದು, ಹೊಸ ಹುದ್ದೆಗಳಿಗೆ ಅಧಿಕಾರಿಗಳು ಸೇರುವಂತೆ ಸೂಚಿಸಿದೆ.: [517, 632, 940, 690]
- sublabel: ಪ್ರತಿ ಸಂಚಾರ ಠಾಣೆಯಲ್ಲೂ ಮೂರರಿಂದ ನಾಲ್ಕು 'ಕೋಬ್ರಾ':: [385, 1169, 518, 1178]
- divider: [508, 302, 509, 744]
- headline: 'ಕೋಬ್ರಾ ಬೀಟ್'!: [424, 1105, 530, 1127]
- kicker: » ರಾಜ್ಯ ಸರ್ಕಾರದ ಮೇಲ್ಮನವಿ ವಜಾ: [106, 118, 190, 127]
- dateline: ಬೆಂಗಳೂರು:: [71, 795, 99, 803]
- logo-part-1: ಸಂಜೆ: [55, 8, 82, 27]
- dateline: ಬೆಂಗಳೂರು:: [517, 632, 545, 640]
- kicker: » ಎ ಖಾತಾ ಪರಿವರ್ತನೆಗೆ ಸಲ್ಲಿಕೆ ಅಗ್ಗಿಲ್ಲ ಅರ್ಜಿಗಳು: [102, 376, 190, 394]
- minister-headline: ಸಚಿವ ಸ್ಥಾನ ಬೇಕು ಅಂತ ನಾನು ದೆಹಲಿಗೆ ಹೋಗೋದಿಲ್ಲ: [8, 751, 519, 786]
- pregnant-woman-photo: [808, 800, 938, 920]
- bottom-col-5: [762, 972, 940, 1488]
- divider: [205, 60, 940, 61]
- story-text: [762, 992, 940, 1032]
- story-text: ನಡೆದುಕೊಂಡು ಬಂದ ಶ್ವಾನ ತನ್ನ ಸಮಯ ಪ್ರಜ್ಞೆಯಿಂದ ಮಗುವನ್ನು ರಕ್ಷಿಸಿದೆ. ಮಗುವು ನಾಪತ್ತೆಯಾದ 5 ಕಿ.ಮೀ. ದೂರದಲ್ಲಿ ಪತ್ತೆ ಮಾಡಿದೆ. ಅವರನ್ನು ಪೊಲೀಸರು ರಕ್ಷಣೆ ಮಾಡಲಾಗಿದ್ದು, ಸುರಕ್ಷಿತವಾಗಿದ್ದಾರೆ.: [196, 1124, 380, 1153]
- sublabel: 66 ಮಂದಿ ಶಾಸಕರು ಆಸ್ತಿ ವಿವರ ಕೊಟ್ಟಿಲ್ಲ:: [385, 1053, 481, 1062]
- actor-photo: [517, 385, 643, 485]
- police-story-body: [517, 632, 940, 742]
- body-text: ರಾಜ್ಯದಲ್ಲಿ ಕಾಂಗ್ರೆಸ್ ಸರ್ಕಾರ ಅಧಿಕಾರಕ್ಕೆ ಬಂದಾಗಿನಿಂದ ರಾಜ್ಯದ ರೈತರ ಬಗ್ಗೆ ಗಮನ ಹರಿಸುತ್ತಿಲ್ಲ. ಕಾಂಗ್ರೆಸ್ ಸರ್ಕಾರ ಕಿಸಾನ್ ಸಮ್ಮಾನ್ ಯೋಜನೆಯ ರಾಜ್ಯದ ಪಾಲನ್ನು ರದ್ದು ಮಾಡಿದೆ ಎಂದು ವಿಪಕ್ಷ ನಾಯಕ ಆರ್.ಅಶೋಕ ಆರೋಪಿಸಿದರು. ಬುಧವಾರ ಜೊತೆ ಭಾಗವಹಿಸಿದ ಅವರು, ರೈತರಿಗೆ ಕಾರಣವಾಗಿದೆ. ಸರ್ಕಾರ ಈವರೆಗೆ ಒಂದು ರೂಪಾಯಿ ಪರಿಹಾರ ನೀಡಿಲ್ಲ. ಬೆಳೆ ನಷ್ಟ ಪರಿಹಾರ ಕೊಡುವಲ್ಲಿ ಸರ್ಕಾರ ವಿಫಲವಾಗಿದೆ. ಅತಿವೃಷ್ಟಿ ಸಂಭವಿಸಿದ್ದರೂ ಕೃಷಿ ಸಚಿವರು ಕೊಂಡಾಡುವ ಸಚಿವರು ಜಿಲ್ಲೆಗೆ ಭೇಟಿ ನೀಡಿಲ್ಲ. ನೀರಾವರಿ ಯೋಜನೆಗಳು ಸ್ಥಗಿತಗೊಂಡಿವೆ. ಕಬ್ಬು ಬೆಳೆಗಾರರಿಗೆ ಬೆಂಬಲ ಬೆಲೆ ನೀಡಿಲ್ಲ. ರೈತರು ತೀವ್ರ ಸಂಕಷ್ಟದಲ್ಲಿದ್ದಾರೆ ಎಂದು ಅವರು ಹೇಳಿದರು. ಹಿಂದೆ ಬಿಜೆಪಿ ಸರ್ಕಾರ ರೈತರಿಗೆ ಹೆಚ್ಚುವರಿ ಪರಿಹಾರ ನೀಡಿತ್ತು. ಕೇಂದ್ರ ಸರ್ಕಾರ ಬೆಂಬಲ ಬೆಲೆ ನೀಡಿದೆ. ಆದರೆ ರಾಜ್ಯ ಸರ್ಕಾರ ಕೇವಲ ಗ್ಯಾರಂಟಿ ಹೆಸರಿನಲ್ಲಿ ಜನರನ್ನು ಮರುಳು ಮಾಡುತ್ತಿದೆ. ರೈತರ ಆತ್ಮಹತ್ಯೆ ಹೆಚ್ಚಾಗಿದೆ. ಹಾವೇರಿ, ಬೆಳಗಾವಿ, ಕಲಬುರಗಿ ಜಿಲ್ಲೆಗಳಲ್ಲಿ ಬೆಳೆ ನಾಶವಾಗಿದೆ. ಹೋರಾಟದ ಬಿಸಿ ತಟ್ಟದಿರಲು ಸಚಿವ ಕೆ.ಜೆ.ಜಾರ್ಜ್ ಅವರು ಬೆಳಗಾವಿಗೆ ತೆರಳಿದ್ದಾರೆ. ಆದರೆ ರೈತರ ಬೇಡಿಕೆಗೆ ಸರ್ಕಾರ ಸ್ಪಂದಿಸಿಲ್ಲ. 2014ರಲ್ಲಿ ರೈತರ ಮೇಲೆ ಗುಂಡು ಹಾರಿಸಿದ ಘಟನೆ ನಡೆದಿತ್ತು. ಇಂದು ಮತ್ತೆ ಅದೇ ಸ್ಥಿತಿ ಬಂದಿದೆ. ಕಬ್ಬಿಗೆ ಟನ್‌ಗೆ 3,500 ರೂ. ನೀಡಬೇಕು ಎಂದು ಆಗ್ರಹಿಸಿದರು. ಕಾಂಗ್ರೆಸ್ ಸರ್ಕಾರಕ್ಕೆ ರೈತರ ಬಗ್ಗೆ ಕಾಳಜಿ ಇಲ್ಲ. ಹೈಕಮಾಂಡ್‌ಗೆ ಕಪ್ಪ ಕೊಡುವುದರಲ್ಲಿ ಮಗ್ನವಾಗಿದೆ. ಮುಖ್ಯಮಂತ್ರಿ ಸ್ಥಾನಕ್ಕಾಗಿ ಕಿತ್ತಾಟ ನಡೆಯುತ್ತಿದೆ ಎಂದು ಟೀಕಿಸಿದರು.: [272, 116, 940, 174]
- headline: ಡೊನಾಲ್ಡ್ ಟ್ರಂಪ್ ಭೇಟಿ: [218, 1004, 358, 1026]
- page-number: 2: [9, 0, 41, 58]
- body-text: ಲೋಕಾಯುಕ್ತ ಕಾಯ್ದೆ ಪ್ರಕಾರ ಪ್ರತಿ ವರ್ಷ ಜೂನ್ 30ರೊಳಗೆ ಆಸ್ತಿ ವಿವರ ಸಲ್ಲಿಸಬೇಕು. ಆದರೆ 66 ಮಂದಿ ಶಾಸಕರು ಆಸ್ತಿ ವಿವರ ಸಲ್ಲಿಸಿಲ್ಲ, 28 ಮಂದಿ ಎಂಎಲ್‌ಸಿಗಳು ಆಸ್ತಿ ವಿವರ ಸಲ್ಲಿಸದೇ ನಿರ್ಲಕ್ಷ್ಯ ತೋರಿದ್ದಾರೆ.: [385, 1053, 569, 1082]
- section-label: ಪ್ರದೇಶ– ಸಮಾಚಾರ: [722, 27, 940, 59]
- story-text: ನರ್ಸ್ ಕೋರ್ಟ್ ಮುಂದೆ ಒಪ್ಪಿಕೊಂಡಿದ್ದಾನೆ. ನರ್ಸ್ ಮಾಡಿದ ಈ ಕೃತ್ಯಕ್ಕೆ ಕೋರ್ಟ್ ಜೀವಾವಧಿ ಶಿಕ್ಷೆ ವಿಧಿಸಿ, ಆದೇಶ ಹೊರಡಿಸಿದೆ.: [762, 972, 940, 990]
- story-text: ಮಾರ್ಗಸೂಚಿ ದರ ಕೂಡ ಕಟ್ಟಬೇಕಿದೆ. ಅರ್ಜಿ ಸಲ್ಲಿಕೆ ಆರಂಭ ಆಗಿ 25 ದಿನ ಆದರೂ ಇನ್ನೂ ಅರ್ಜಿ ಸಲ್ಲಿಕೆಗಳು ಸರಿಯಾಗಿ ಆಗಿಲ್ಲ. ಬೆಂಗಳೂರಿಗರು ಇದಕ್ಕೆ ನೀರಸ ಪ್ರತಿಕ್ರಿಯೆ: [12, 330, 98, 378]
